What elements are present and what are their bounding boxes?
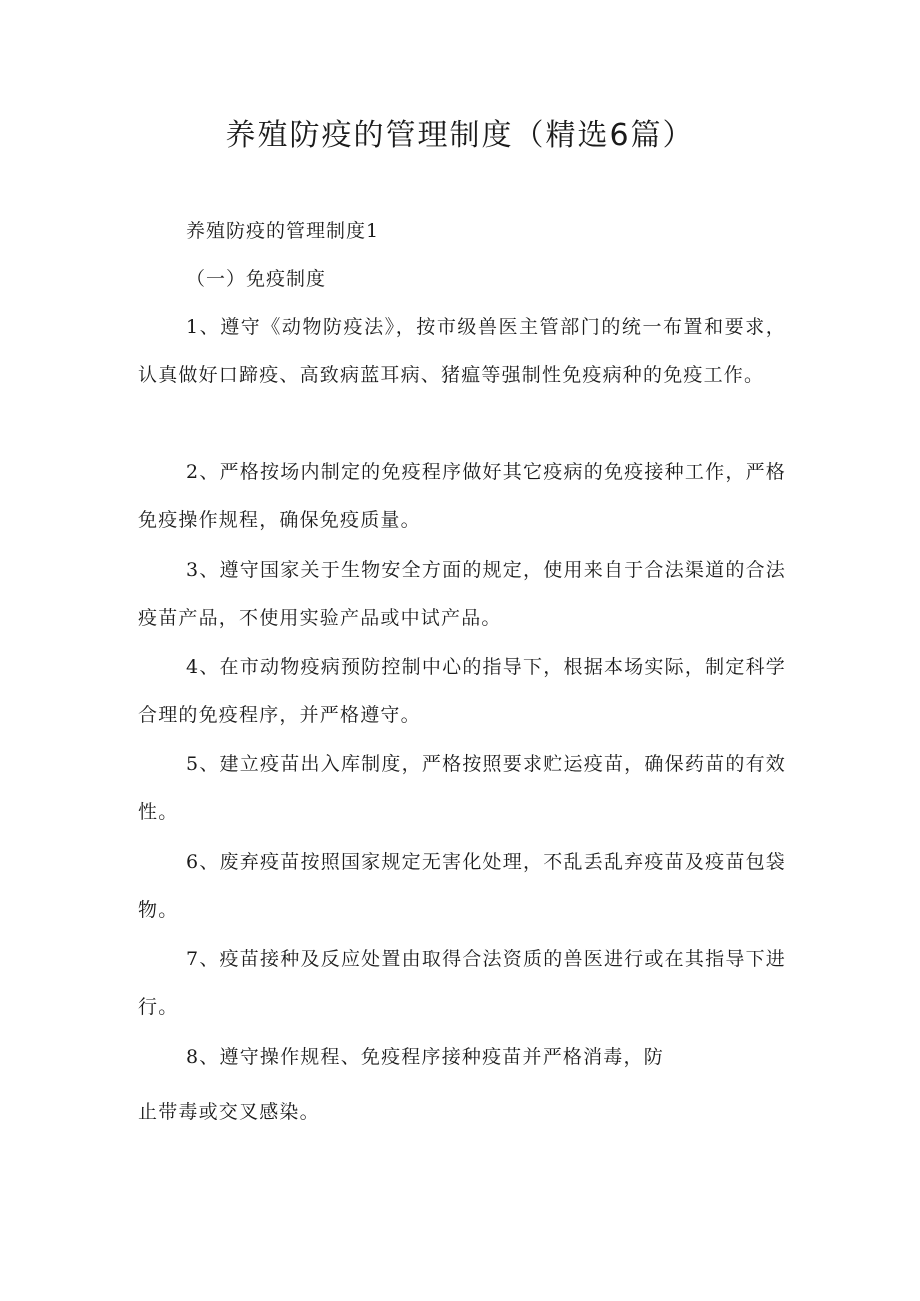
document-title: 养殖防疫的管理制度（精选6篇） bbox=[225, 118, 695, 153]
list-item-8-line-1: 8、遵守操作规程、免疫程序接种疫苗并严格消毒，防 bbox=[186, 1046, 664, 1068]
list-item: 3、遵守国家关于生物安全方面的规定，使用来自于合法渠道的合法疫苗产品，不使用实验产品或中试产品。 bbox=[138, 559, 786, 629]
list-item: 2、严格按场内制定的免疫程序做好其它疫病的免疫接种工作，严格免疫操作规程，确保免疫质量。 bbox=[138, 461, 786, 531]
list-item: 1、遵守《动物防疫法》，按市级兽医主管部门的统一布置和要求，认真做好口蹄疫、高致病蓝耳病、猪瘟等强制性免疫病种的免疫工作。 bbox=[138, 316, 786, 386]
list-item: 7、疫苗接种及反应处置由取得合法资质的兽医进行或在其指导下进行。 bbox=[138, 948, 786, 1018]
list-item: 6、废弃疫苗按照国家规定无害化处理，不乱丢乱弃疫苗及疫苗包袋物。 bbox=[138, 851, 786, 921]
list-item: 5、建立疫苗出入库制度，严格按照要求贮运疫苗，确保药苗的有效性。 bbox=[138, 753, 786, 823]
subsection-heading: （一）免疫制度 bbox=[186, 268, 327, 290]
list-item: 4、在市动物疫病预防控制中心的指导下，根据本场实际，制定科学合理的免疫程序，并严格遵守。 bbox=[138, 656, 786, 726]
section-heading: 养殖防疫的管理制度1 bbox=[186, 220, 380, 242]
list-item-8-line-2: 止带毒或交叉感染。 bbox=[138, 1101, 320, 1123]
